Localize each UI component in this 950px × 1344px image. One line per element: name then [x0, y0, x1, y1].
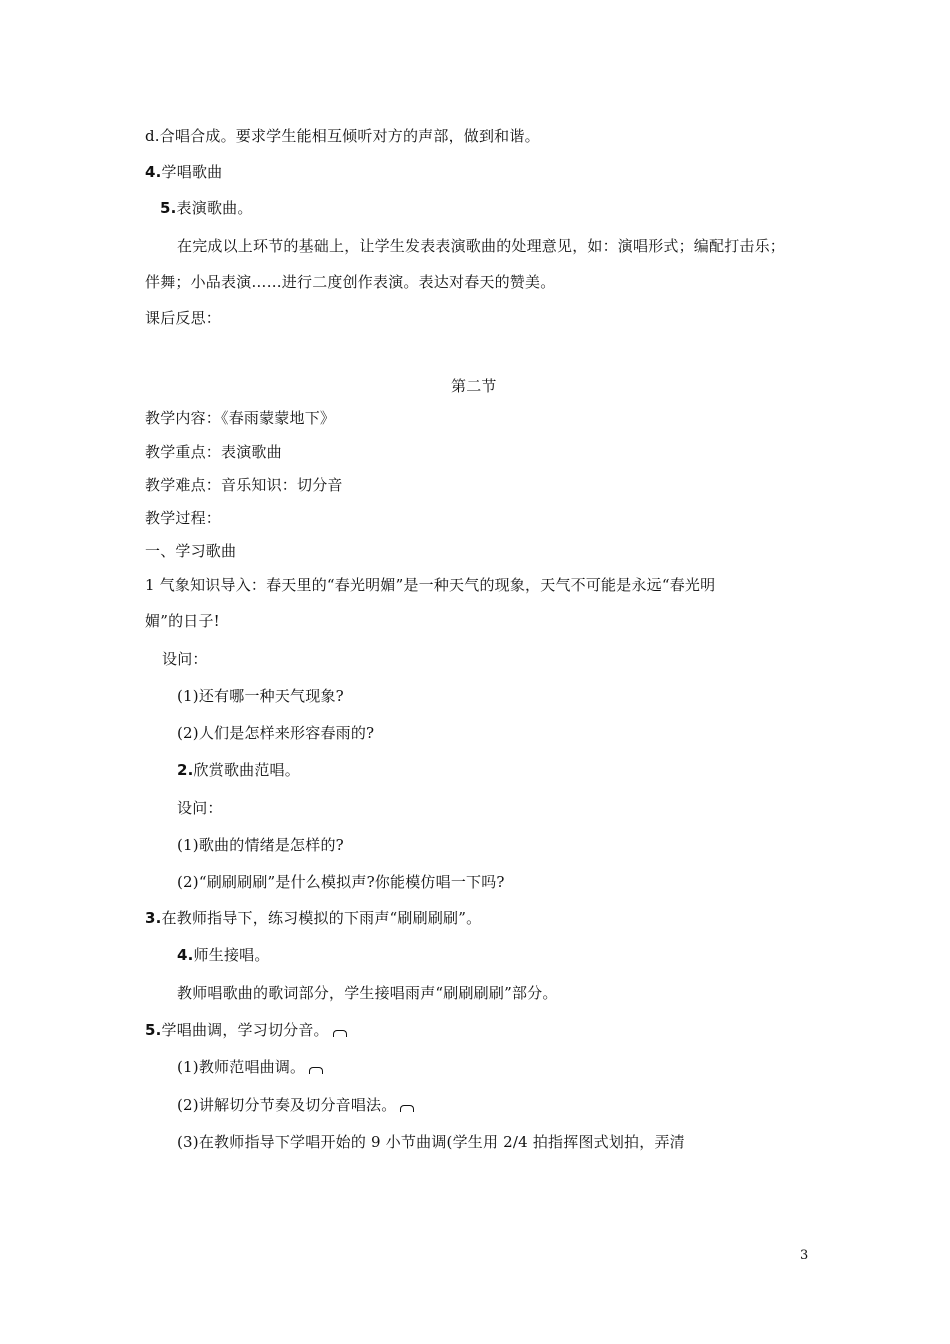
paragraph-text: 设问：: [177, 799, 223, 817]
after-class-reflection: [145, 308, 221, 328]
paragraph-text: 在完成以上环节的基础上，让学生发表表演歌曲的处理意见，如：演唱形式；编配打击乐；: [177, 237, 786, 255]
step-appreciate-song: [177, 760, 300, 780]
step-number: 5.: [145, 1021, 162, 1039]
paragraph-text: 一、学习歌曲: [145, 542, 237, 560]
step-practice-rain-sound: [145, 908, 481, 928]
step-teacher-student-singing: [177, 945, 270, 965]
paragraph-text: (1)歌曲的情绪是怎样的?: [177, 836, 344, 854]
paragraph-text: 1 气象知识导入：春天里的“春光明媚”是一种天气的现象，天气不可能是永远“春光明: [145, 576, 716, 594]
part-one-heading: [145, 541, 236, 561]
paragraph-text: 媚”的日子!: [145, 612, 220, 630]
paragraph-text: (1)教师范唱曲调。: [177, 1058, 306, 1076]
step-number: 4.: [177, 946, 194, 964]
section-title-text: 第二节: [451, 377, 497, 395]
weather-intro-continued: [145, 611, 220, 631]
paragraph-text: 教学重点：表演歌曲: [145, 443, 282, 461]
step-text: 学唱歌曲: [161, 163, 223, 181]
tie-symbol-icon: [333, 1030, 347, 1037]
step-text: 学唱曲调，学习切分音。: [161, 1021, 329, 1039]
paragraph-text: (1)还有哪一种天气现象?: [177, 687, 344, 705]
tie-symbol-icon: [309, 1067, 323, 1074]
paragraph-call-response: [177, 983, 558, 1003]
paragraph-text: (2)讲解切分节奏及切分音唱法。: [177, 1096, 397, 1114]
weather-intro: [145, 575, 715, 595]
step-text: 欣赏歌曲范唱。: [193, 761, 300, 779]
paragraph-text: 设问：: [162, 650, 208, 668]
teaching-process: [145, 508, 221, 528]
paragraph-performance-ideas-continued: [145, 272, 555, 292]
question-label: [177, 798, 223, 818]
teaching-focus: [145, 442, 282, 462]
tie-symbol-icon: [400, 1105, 414, 1112]
step-text: 师生接唱。: [193, 946, 270, 964]
teaching-difficulty: [145, 475, 343, 495]
paragraph-text: 教师唱歌曲的歌词部分，学生接唱雨声“刷刷刷刷”部分。: [177, 984, 558, 1002]
paragraph-text: (2)“刷刷刷刷”是什么模拟声?你能模仿唱一下吗?: [177, 873, 505, 891]
question-label: [162, 649, 208, 669]
paragraph-chorus-synthesis: [145, 126, 540, 146]
page-number: 3: [800, 1248, 809, 1263]
step-perform-song: [160, 198, 253, 218]
step-number: 2.: [177, 761, 194, 779]
paragraph-text: (3)在教师指导下学唱开始的 9 小节曲调(学生用 2/4 拍指挥图式划拍，弄清: [177, 1133, 685, 1151]
melody-substep: [177, 1132, 685, 1152]
paragraph-text: 伴舞；小品表演……进行二度创作表演。表达对春天的赞美。: [145, 273, 556, 291]
question-item: [177, 686, 344, 706]
question-item: [177, 835, 344, 855]
question-item: [177, 872, 505, 892]
paragraph-text: 课后反思：: [145, 309, 222, 327]
melody-substep: [177, 1057, 323, 1077]
paragraph-text: 教学难点：音乐知识：切分音: [145, 476, 343, 494]
step-text: 在教师指导下，练习模拟的下雨声“刷刷刷刷”。: [161, 909, 482, 927]
step-learn-song: [145, 162, 222, 182]
step-number: 5.: [160, 199, 177, 217]
teaching-content: [145, 408, 335, 428]
paragraph-text: 教学过程：: [145, 509, 222, 527]
paragraph-text: (2)人们是怎样来形容春雨的?: [177, 724, 375, 742]
paragraph-text: d.合唱合成。要求学生能相互倾听对方的声部，做到和谐。: [145, 127, 540, 145]
step-number: 3.: [145, 909, 162, 927]
section-title: [451, 376, 497, 396]
step-number: 4.: [145, 163, 162, 181]
step-text: 表演歌曲。: [176, 199, 253, 217]
melody-substep: [177, 1095, 414, 1115]
question-item: [177, 723, 374, 743]
step-learn-melody: [145, 1020, 347, 1040]
paragraph-text: 教学内容：《春雨蒙蒙地下》: [145, 409, 336, 427]
paragraph-performance-ideas: [177, 236, 785, 256]
